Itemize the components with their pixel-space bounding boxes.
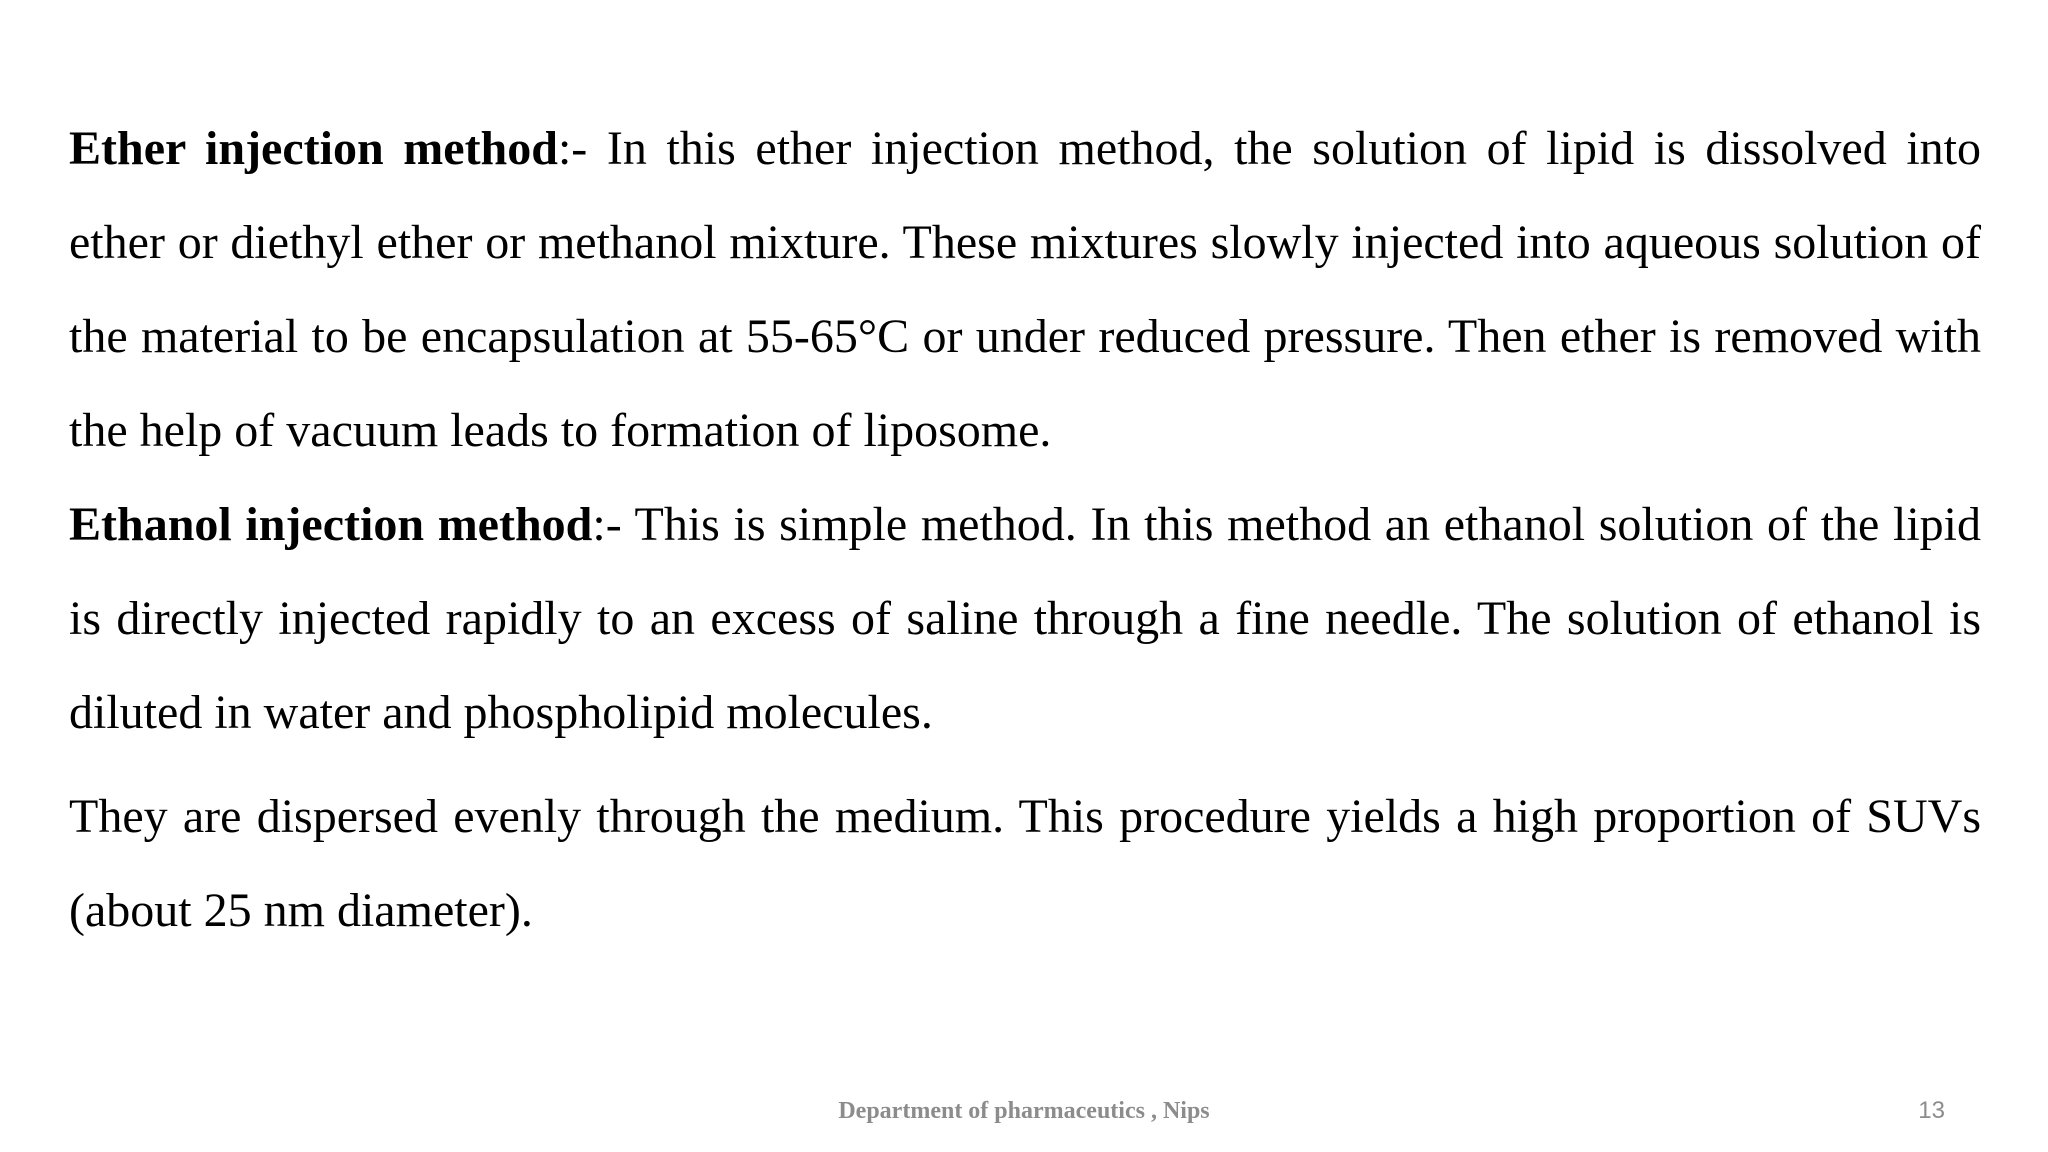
slide-number: 13 [1918, 1097, 1945, 1124]
ethanol-injection-description: :- This is simple method. In this method an ethanol solution of the lipid is directly injected rapidly to an excess of saline through a fine needle. The solution of ethanol is diluted in water and phospholipid molecules. [69, 498, 1982, 739]
term-ether-injection-method: Ether injection method [69, 122, 558, 175]
footer-department: Department of pharmaceutics , Nips [838, 1098, 1210, 1124]
paragraph-dispersion [69, 770, 1981, 958]
paragraph-ether-injection [69, 102, 1981, 478]
paragraph-ethanol-injection [69, 478, 1981, 760]
term-ethanol-injection-method: Ethanol injection method [69, 498, 593, 551]
slide-body [69, 102, 1981, 958]
ether-injection-description: :- In this ether injection method, the solution of lipid is dissolved into ether or diethyl ether or methanol mixture. These mixtures slowly injected into aqueous solution of the material to be encapsulation at 55-65°C or under reduced pressure. Then ether is removed with the help of vacuum leads to formation of liposome. [69, 122, 1982, 457]
dispersion-description: They are dispersed evenly through the medium. This procedure yields a high proportion of SUVs (about 25 nm diameter). [69, 790, 1981, 937]
